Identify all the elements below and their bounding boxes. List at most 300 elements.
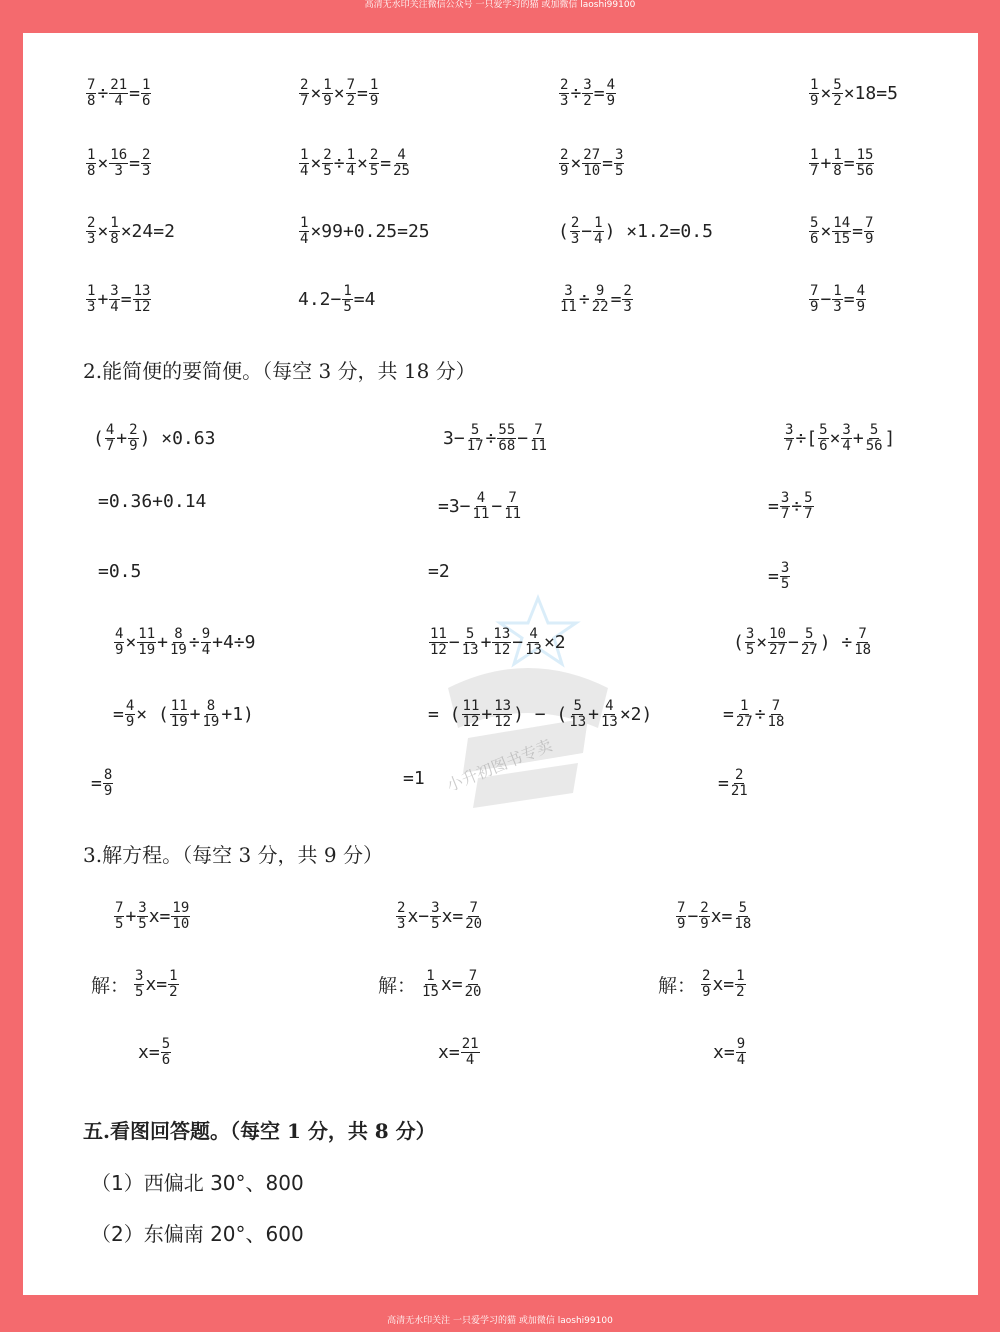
operator-text: = bbox=[843, 289, 855, 310]
denominator: 13 bbox=[525, 642, 542, 658]
fraction bbox=[730, 768, 749, 799]
simplify-step bbox=[93, 423, 215, 454]
denominator: 3 bbox=[397, 916, 406, 932]
numerator: 5 bbox=[465, 626, 475, 642]
operator-text: x= bbox=[148, 906, 171, 927]
numerator: 2 bbox=[300, 77, 309, 93]
fraction bbox=[134, 969, 144, 1000]
denominator: 5 bbox=[431, 916, 440, 932]
numerator: 1 bbox=[169, 968, 178, 984]
fraction bbox=[137, 901, 147, 932]
numerator: 13 bbox=[494, 698, 512, 714]
denominator: 9 bbox=[125, 714, 135, 730]
simplify-step bbox=[113, 699, 254, 730]
denominator: 12 bbox=[493, 642, 511, 658]
fraction bbox=[322, 148, 332, 179]
operator-text: = bbox=[843, 153, 855, 174]
operator-text: = bbox=[120, 289, 132, 310]
operator-text: = bbox=[852, 221, 863, 242]
denominator: 7 bbox=[780, 506, 790, 522]
numerator: 5 bbox=[805, 626, 814, 642]
numerator: 2 bbox=[369, 147, 379, 163]
numerator: 5 bbox=[819, 422, 828, 438]
equation-step bbox=[675, 901, 753, 932]
fraction bbox=[809, 148, 819, 179]
denominator: 3 bbox=[87, 299, 96, 315]
operator-text: − bbox=[787, 632, 799, 653]
denominator: 9 bbox=[560, 163, 569, 179]
fraction bbox=[369, 148, 379, 179]
calc-item bbox=[85, 284, 152, 315]
fraction bbox=[622, 284, 632, 315]
fraction bbox=[346, 78, 356, 109]
numerator: 15 bbox=[856, 147, 874, 163]
numerator: 2 bbox=[700, 900, 709, 916]
denominator: 21 bbox=[730, 783, 748, 799]
numerator: 1 bbox=[343, 283, 352, 299]
fraction bbox=[493, 699, 512, 730]
operator-text: − bbox=[517, 428, 529, 449]
fraction bbox=[128, 423, 138, 454]
numerator: 5 bbox=[810, 215, 819, 231]
numerator: 2 bbox=[570, 215, 580, 231]
denominator: 4 bbox=[201, 642, 211, 658]
calc-item bbox=[558, 78, 617, 109]
denominator: 11 bbox=[560, 299, 577, 315]
denominator: 7 bbox=[804, 506, 813, 522]
numerator: 1 bbox=[594, 215, 603, 231]
numerator: 4 bbox=[605, 698, 614, 714]
numerator: 7 bbox=[810, 283, 819, 299]
numerator: 3 bbox=[431, 900, 440, 916]
operator-text: x= bbox=[138, 1042, 160, 1063]
fraction bbox=[699, 901, 709, 932]
denominator: 13 bbox=[461, 642, 479, 658]
operator-text: =4 bbox=[353, 289, 376, 310]
section-5-prefix: 五.看图回答题。（每空 bbox=[83, 1119, 287, 1143]
denominator: 7 bbox=[105, 438, 115, 454]
denominator: 4 bbox=[346, 163, 355, 179]
section-5-mid: 分，共 bbox=[300, 1119, 375, 1143]
numerator: 3 bbox=[745, 626, 755, 642]
section-5-suffix: 分） bbox=[388, 1119, 436, 1143]
numerator: 2 bbox=[735, 767, 744, 783]
fraction bbox=[832, 216, 851, 247]
denominator: 9 bbox=[606, 93, 615, 109]
denominator: 7 bbox=[785, 438, 794, 454]
numerator: 16 bbox=[110, 147, 128, 163]
numerator: 4 bbox=[397, 147, 406, 163]
operator-text: = bbox=[129, 83, 140, 104]
numerator: 21 bbox=[461, 1036, 479, 1052]
denominator: 18 bbox=[767, 714, 785, 730]
numerator: 1 bbox=[810, 147, 819, 163]
fraction bbox=[171, 901, 190, 932]
denominator: 10 bbox=[583, 163, 601, 179]
fraction bbox=[109, 284, 119, 315]
fraction bbox=[809, 216, 819, 247]
fraction bbox=[161, 1037, 171, 1068]
calc-item bbox=[298, 284, 375, 315]
denominator: 56 bbox=[856, 163, 874, 179]
simplify-step bbox=[91, 768, 114, 799]
numerator: 5 bbox=[738, 900, 748, 916]
equation-step bbox=[91, 969, 180, 1000]
fraction bbox=[841, 423, 851, 454]
section-5-title bbox=[83, 1115, 436, 1144]
fraction bbox=[568, 699, 587, 730]
fraction bbox=[86, 216, 96, 247]
answer-1: （1）西偏北 30°、800 bbox=[91, 1171, 304, 1195]
fraction bbox=[464, 969, 483, 1000]
denominator: 13 bbox=[569, 714, 587, 730]
numerator: 7 bbox=[469, 900, 478, 916]
operator-text: ) ×0.63 bbox=[139, 428, 216, 449]
denominator: 12 bbox=[430, 642, 447, 658]
numerator: 14 bbox=[833, 215, 851, 231]
denominator: 27 bbox=[769, 642, 786, 658]
fraction bbox=[800, 627, 819, 658]
denominator: 19 bbox=[138, 642, 156, 658]
operator-text: ×2 bbox=[543, 632, 566, 653]
denominator: 5 bbox=[745, 642, 755, 658]
watermark-text: 小升初图书专卖 bbox=[443, 735, 555, 796]
numerator: 4 bbox=[476, 490, 486, 506]
calc-item bbox=[808, 78, 898, 109]
denominator: 12 bbox=[494, 714, 512, 730]
simplify-step bbox=[428, 699, 652, 730]
denominator: 15 bbox=[833, 231, 851, 247]
denominator: 5 bbox=[115, 916, 124, 932]
denominator: 3 bbox=[114, 163, 123, 179]
fraction bbox=[137, 627, 156, 658]
fraction bbox=[492, 627, 511, 658]
equation-step bbox=[138, 1037, 172, 1068]
fraction bbox=[701, 969, 711, 1000]
numerator: 2 bbox=[560, 77, 569, 93]
operator-text: − bbox=[448, 632, 460, 653]
section-3-title: 3.解方程。（每空 3 分，共 9 分） bbox=[83, 843, 383, 867]
numerator: 1 bbox=[87, 147, 96, 163]
denominator: 25 bbox=[393, 163, 410, 179]
operator-text: = bbox=[723, 704, 734, 725]
denominator: 12 bbox=[133, 299, 151, 315]
operator-text: =0.36+0.14 bbox=[98, 491, 207, 512]
numerator: 19 bbox=[172, 900, 190, 916]
fraction bbox=[559, 78, 569, 109]
section-5-total: 8 bbox=[374, 1119, 389, 1143]
worksheet-page bbox=[23, 33, 978, 1295]
numerator: 5 bbox=[833, 77, 842, 93]
operator-text: ÷ bbox=[333, 153, 345, 174]
operator-text: ÷[ bbox=[795, 428, 818, 449]
fraction bbox=[299, 78, 309, 109]
operator-text: × bbox=[357, 153, 368, 174]
fraction bbox=[559, 284, 578, 315]
numerator: 4 bbox=[529, 626, 538, 642]
numerator: 4 bbox=[105, 422, 115, 438]
fraction bbox=[396, 901, 406, 932]
simplify-step bbox=[783, 423, 895, 454]
numerator: 11 bbox=[430, 626, 447, 642]
fraction bbox=[736, 1037, 746, 1068]
numerator: 1 bbox=[736, 968, 745, 984]
operator-text: = bbox=[380, 153, 392, 174]
fraction bbox=[767, 699, 786, 730]
numerator: 3 bbox=[785, 422, 794, 438]
numerator: 5 bbox=[470, 422, 480, 438]
operator-text: × bbox=[97, 153, 109, 174]
operator-text: × bbox=[820, 221, 832, 242]
numerator: 7 bbox=[468, 968, 478, 984]
operator-text: + bbox=[97, 289, 109, 310]
numerator: 8 bbox=[103, 767, 113, 783]
operator-text: =0.5 bbox=[98, 561, 142, 582]
numerator: 5 bbox=[869, 422, 879, 438]
fraction bbox=[141, 78, 151, 109]
denominator: 2 bbox=[169, 984, 178, 1000]
calc-item bbox=[85, 148, 152, 179]
fraction bbox=[809, 284, 819, 315]
denominator: 4 bbox=[465, 1052, 475, 1068]
numerator: 3 bbox=[564, 283, 573, 299]
numerator: 21 bbox=[110, 77, 128, 93]
fraction bbox=[342, 284, 352, 315]
simplify-step bbox=[718, 768, 750, 799]
denominator: 9 bbox=[115, 642, 124, 658]
numerator: 1 bbox=[141, 77, 151, 93]
fraction bbox=[202, 699, 221, 730]
calc-item bbox=[808, 148, 875, 179]
fraction bbox=[832, 148, 842, 179]
denominator: 11 bbox=[530, 438, 547, 454]
denominator: 6 bbox=[819, 438, 828, 454]
denominator: 19 bbox=[169, 642, 187, 658]
fraction bbox=[803, 491, 813, 522]
denominator: 19 bbox=[202, 714, 220, 730]
fraction bbox=[322, 78, 332, 109]
fraction bbox=[346, 148, 356, 179]
denominator: 6 bbox=[141, 93, 151, 109]
denominator: 8 bbox=[833, 163, 842, 179]
denominator: 56 bbox=[865, 438, 883, 454]
numerator: 2 bbox=[623, 283, 632, 299]
denominator: 68 bbox=[498, 438, 516, 454]
operator-text: = ( bbox=[428, 704, 461, 725]
denominator: 9 bbox=[129, 438, 138, 454]
denominator: 4 bbox=[842, 438, 851, 454]
fraction bbox=[114, 627, 124, 658]
numerator: 13 bbox=[133, 283, 151, 299]
numerator: 4 bbox=[115, 626, 124, 642]
simplify-step bbox=[113, 627, 255, 658]
operator-text: = bbox=[357, 83, 368, 104]
operator-text: = bbox=[129, 153, 140, 174]
denominator: 9 bbox=[323, 93, 332, 109]
calc-item bbox=[298, 216, 430, 247]
numerator: 9 bbox=[595, 283, 605, 299]
operator-text: ×24=2 bbox=[120, 221, 175, 242]
fraction bbox=[109, 148, 128, 179]
fraction bbox=[86, 78, 96, 109]
denominator: 2 bbox=[736, 984, 745, 1000]
fraction bbox=[462, 699, 481, 730]
equation-step bbox=[438, 1037, 481, 1068]
denominator: 5 bbox=[343, 299, 352, 315]
fraction bbox=[392, 148, 411, 179]
simplify-step bbox=[403, 768, 425, 789]
numerator: 3 bbox=[135, 968, 144, 984]
operator-text: = bbox=[602, 153, 613, 174]
operator-text: +4÷9 bbox=[212, 632, 256, 653]
fraction bbox=[735, 969, 745, 1000]
simplify-step bbox=[98, 561, 141, 582]
operator-text: x= bbox=[441, 906, 464, 927]
fraction bbox=[299, 216, 309, 247]
denominator: 5 bbox=[780, 576, 790, 592]
simplify-step bbox=[768, 561, 791, 592]
operator-text: ( bbox=[558, 221, 569, 242]
section-5-points: 1 bbox=[286, 1119, 301, 1143]
denominator: 4 bbox=[300, 231, 309, 247]
operator-text: × bbox=[333, 83, 345, 104]
denominator: 5 bbox=[135, 984, 144, 1000]
fraction bbox=[780, 491, 790, 522]
operator-text: 3− bbox=[443, 428, 465, 449]
operator-text: × bbox=[820, 83, 832, 104]
calc-item bbox=[85, 78, 152, 109]
numerator: 10 bbox=[769, 626, 786, 642]
denominator: 27 bbox=[800, 642, 818, 658]
numerator: 3 bbox=[583, 77, 592, 93]
numerator: 7 bbox=[771, 698, 781, 714]
equation-step bbox=[713, 1037, 747, 1068]
calc-item bbox=[85, 216, 175, 247]
denominator: 4 bbox=[736, 1052, 746, 1068]
fraction bbox=[497, 423, 516, 454]
fraction bbox=[201, 627, 211, 658]
numerator: 3 bbox=[110, 283, 119, 299]
fraction bbox=[105, 423, 115, 454]
numerator: 4 bbox=[606, 77, 615, 93]
operator-text: x= bbox=[713, 1042, 735, 1063]
fraction bbox=[299, 148, 309, 179]
answer-2: （2）东偏南 20°、600 bbox=[91, 1222, 304, 1246]
fraction bbox=[114, 901, 124, 932]
operator-text: ×99+0.25=25 bbox=[310, 221, 430, 242]
denominator: 3 bbox=[87, 231, 96, 247]
numerator: 7 bbox=[87, 77, 96, 93]
numerator: 2 bbox=[129, 422, 138, 438]
fraction bbox=[735, 699, 754, 730]
operator-text: x= bbox=[438, 1042, 460, 1063]
operator-text: × bbox=[756, 632, 768, 653]
operator-text: ) ÷ bbox=[819, 632, 853, 653]
numerator: 11 bbox=[170, 698, 188, 714]
operator-text: − bbox=[491, 496, 503, 517]
operator-text: + bbox=[189, 704, 201, 725]
numerator: 1 bbox=[87, 283, 96, 299]
numerator: 55 bbox=[498, 422, 516, 438]
operator-text: × bbox=[829, 428, 841, 449]
operator-text: × bbox=[310, 83, 322, 104]
denominator: 5 bbox=[369, 163, 379, 179]
denominator: 3 bbox=[141, 163, 151, 179]
operator-text: + bbox=[852, 428, 864, 449]
equation-step bbox=[378, 969, 483, 1000]
fraction bbox=[864, 216, 874, 247]
numerator: 9 bbox=[736, 1036, 746, 1052]
numerator: 7 bbox=[534, 422, 543, 438]
denominator: 4 bbox=[114, 93, 123, 109]
operator-text: + bbox=[480, 632, 492, 653]
operator-text: + bbox=[157, 632, 168, 653]
numerator: 4 bbox=[125, 698, 135, 714]
fraction bbox=[600, 699, 619, 730]
numerator: 3 bbox=[780, 490, 790, 506]
operator-text: ) ×1.2=0.5 bbox=[604, 221, 713, 242]
fraction bbox=[676, 901, 686, 932]
fraction bbox=[133, 284, 152, 315]
operator-text: − bbox=[820, 289, 832, 310]
denominator: 9 bbox=[864, 231, 874, 247]
fraction bbox=[570, 216, 580, 247]
calc-item bbox=[558, 148, 625, 179]
operator-text: ×2) bbox=[619, 704, 653, 725]
denominator: 5 bbox=[323, 163, 332, 179]
denominator: 7 bbox=[810, 163, 819, 179]
numerator: 2 bbox=[87, 215, 96, 231]
fraction bbox=[170, 699, 189, 730]
calc-item bbox=[808, 284, 867, 315]
operator-text: ÷ bbox=[578, 289, 590, 310]
fraction bbox=[503, 491, 522, 522]
operator-text: − bbox=[687, 906, 699, 927]
solution-label: 解： bbox=[378, 975, 417, 997]
numerator: 3 bbox=[138, 900, 147, 916]
fraction bbox=[86, 148, 96, 179]
operator-text: + bbox=[125, 906, 137, 927]
operator-text: ( bbox=[733, 632, 744, 653]
fraction bbox=[168, 969, 178, 1000]
denominator: 7 bbox=[300, 93, 309, 109]
fraction bbox=[593, 216, 603, 247]
calc-item bbox=[298, 78, 380, 109]
denominator: 4 bbox=[300, 163, 309, 179]
solution-label: 解： bbox=[91, 975, 130, 997]
denominator: 11 bbox=[472, 506, 490, 522]
numerator: 1 bbox=[300, 215, 309, 231]
operator-text: x= bbox=[712, 974, 735, 995]
denominator: 9 bbox=[702, 984, 711, 1000]
fraction bbox=[141, 148, 151, 179]
numerator: 1 bbox=[426, 968, 435, 984]
top-watermark-banner: 高清无水印关注微信公众号 一只爱学习的猫 或加微信 laoshi99100 bbox=[364, 0, 636, 10]
operator-text: − bbox=[512, 632, 524, 653]
denominator: 9 bbox=[810, 93, 819, 109]
fraction bbox=[109, 216, 119, 247]
fraction bbox=[582, 78, 592, 109]
numerator: 2 bbox=[141, 147, 151, 163]
denominator: 4 bbox=[594, 231, 603, 247]
fraction bbox=[125, 699, 135, 730]
simplify-step bbox=[768, 491, 815, 522]
operator-text: + bbox=[820, 153, 832, 174]
denominator: 12 bbox=[462, 714, 480, 730]
operator-text: = bbox=[768, 496, 779, 517]
denominator: 3 bbox=[623, 299, 632, 315]
numerator: 3 bbox=[842, 422, 851, 438]
